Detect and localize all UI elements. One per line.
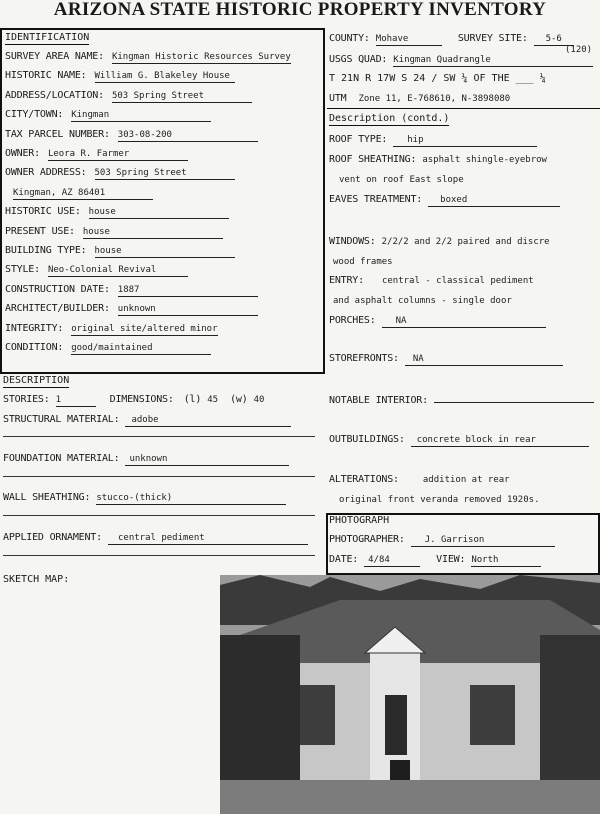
- identification-field-row: [5, 90, 252, 103]
- photo-date-label: DATE:: [329, 554, 359, 565]
- identification-field-value: 503 Spring Street: [95, 167, 235, 180]
- identification-field-value: unknown: [118, 303, 258, 316]
- windows-label: WINDOWS:: [329, 236, 376, 247]
- outbuildings-row: [329, 434, 589, 447]
- identification-field-row: [5, 284, 258, 297]
- utm-label: UTM: [329, 93, 347, 104]
- roof-sheathing-label: ROOF SHEATHING:: [329, 154, 417, 165]
- identification-field-row: [5, 323, 218, 336]
- identification-field-label: CONDITION:: [5, 342, 64, 353]
- identification-field-row: [5, 51, 291, 64]
- windows-value-2: wood frames: [333, 257, 393, 267]
- porches-row: [329, 315, 546, 328]
- county-value: Mohave: [376, 33, 442, 46]
- eaves-row: [329, 194, 560, 207]
- dimensions-label: DIMENSIONS:: [109, 394, 174, 405]
- utm-value: Zone 11, E-768610, N-3898080: [358, 94, 511, 104]
- stories-row: [3, 394, 264, 407]
- identification-field-label: SURVEY AREA NAME:: [5, 51, 104, 62]
- roof-type-row: [329, 134, 537, 147]
- house-photo-illustration: [220, 575, 600, 814]
- description-contd-heading: Description (contd.): [329, 113, 450, 124]
- identification-field-label: INTEGRITY:: [5, 322, 64, 334]
- sketch-map-label: SKETCH MAP:: [3, 574, 70, 585]
- usgs-quad-row: [329, 54, 593, 67]
- foundation-extra-line: [3, 476, 315, 477]
- identification-field-value: 303-08-200: [118, 129, 258, 142]
- identification-field-value: 1887: [118, 284, 258, 297]
- identification-field-value: original site/altered minor: [71, 323, 218, 334]
- storefronts-value: NA: [405, 353, 563, 366]
- photographer-value: J. Garrison: [411, 534, 555, 547]
- survey-site-sub: (120): [565, 45, 593, 55]
- identification-field-row: [5, 206, 229, 219]
- identification-field-label: CONSTRUCTION DATE:: [5, 283, 110, 295]
- form-title: ARIZONA STATE HISTORIC PROPERTY INVENTORY: [53, 0, 547, 20]
- survey-site-label: SURVEY SITE:: [457, 33, 528, 44]
- porches-label: PORCHES:: [329, 315, 376, 326]
- dimension-width-value: 40: [253, 395, 265, 405]
- identification-field-value: 503 Spring Street: [112, 90, 252, 103]
- identification-field-row: [5, 226, 223, 239]
- windows-row: [329, 236, 550, 248]
- identification-field-label: HISTORIC NAME:: [5, 70, 87, 82]
- identification-field-label: ARCHITECT/BUILDER:: [5, 303, 110, 315]
- foundation-row: [3, 453, 289, 466]
- foundation-value: unknown: [125, 453, 289, 466]
- entry-value: central - classical pediment: [381, 276, 534, 286]
- notable-interior-value: [434, 402, 594, 403]
- wall-extra-line: [3, 515, 315, 516]
- view-value: North: [471, 554, 541, 567]
- identification-field-value: Kingman, AZ 86401: [13, 187, 153, 200]
- identification-field-value: William G. Blakeley House: [95, 70, 235, 83]
- structural-label: STRUCTURAL MATERIAL:: [3, 414, 120, 425]
- identification-field-row: [5, 167, 235, 180]
- identification-heading: IDENTIFICATION: [5, 32, 90, 43]
- identification-field-value: Leora R. Farmer: [48, 148, 188, 161]
- entry-label: ENTRY:: [329, 275, 364, 286]
- notable-interior-label: NOTABLE INTERIOR:: [329, 395, 428, 406]
- identification-field-row: [5, 148, 188, 161]
- identification-field-label: OWNER ADDRESS:: [5, 167, 87, 179]
- identification-field-value: Neo-Colonial Revival: [48, 264, 188, 277]
- county-row: [329, 33, 599, 46]
- ornament-value: central pediment: [108, 532, 308, 545]
- structural-extra-line: [3, 436, 315, 437]
- photo-date-row: [329, 554, 541, 567]
- entry-row: [329, 275, 534, 287]
- house-photograph: [220, 575, 600, 814]
- identification-field-label: OWNER:: [5, 148, 40, 159]
- description-heading: DESCRIPTION: [3, 375, 70, 386]
- trs-row: T 21N R 17W S 24 / SW ¼ OF THE ___ ¼: [329, 73, 546, 84]
- dimension-length-value: 45: [207, 395, 219, 405]
- identification-field-label: STYLE:: [5, 264, 40, 276]
- identification-field-row: [5, 70, 235, 83]
- alterations-row: [329, 474, 510, 486]
- eaves-value: boxed: [428, 194, 560, 207]
- outbuildings-value: concrete block in rear: [411, 434, 589, 447]
- location-divider: [327, 108, 600, 109]
- identification-field-label: CITY/TOWN:: [5, 109, 64, 121]
- utm-row: [329, 93, 510, 105]
- foundation-label: FOUNDATION MATERIAL:: [3, 453, 120, 464]
- roof-type-value: hip: [393, 134, 537, 147]
- identification-field-value: house: [83, 226, 223, 239]
- identification-field-value: good/maintained: [71, 342, 211, 355]
- identification-field-value: house: [95, 245, 235, 258]
- stories-label: STORIES:: [3, 394, 50, 405]
- alterations-value: addition at rear: [422, 475, 510, 485]
- alterations-label: ALTERATIONS:: [329, 474, 399, 485]
- porches-value: NA: [382, 315, 546, 328]
- identification-field-row: [5, 342, 211, 355]
- storefronts-row: [329, 353, 563, 366]
- roof-sheathing-value-2: vent on roof East slope: [339, 175, 464, 185]
- identification-field-label: HISTORIC USE:: [5, 206, 81, 218]
- structural-row: [3, 414, 291, 427]
- usgs-quad-value: Kingman Quadrangle: [393, 54, 593, 67]
- entry-value-2: and asphalt columns - single door: [333, 296, 512, 306]
- dimension-length-label: (l): [183, 394, 202, 405]
- identification-field-row: [5, 187, 153, 200]
- identification-field-label: BUILDING TYPE:: [5, 245, 87, 256]
- identification-field-label: PRESENT USE:: [5, 225, 75, 237]
- wall-sheathing-row: [3, 492, 286, 505]
- windows-value: 2/2/2 and 2/2 paired and discre: [381, 237, 550, 247]
- ornament-row: [3, 532, 308, 545]
- identification-field-row: [5, 129, 258, 142]
- ornament-extra-line: [3, 555, 315, 556]
- alterations-value-2: original front veranda removed 1920s.: [339, 495, 540, 505]
- wall-sheathing-value: stucco-(thick): [96, 492, 286, 505]
- photographer-row: [329, 534, 555, 547]
- wall-sheathing-label: WALL SHEATHING:: [3, 492, 91, 503]
- identification-field-label: TAX PARCEL NUMBER:: [5, 128, 110, 140]
- roof-sheathing-value: asphalt shingle-eyebrow: [422, 155, 547, 165]
- view-label: VIEW:: [436, 554, 466, 565]
- usgs-quad-label: USGS QUAD:: [329, 54, 388, 65]
- eaves-label: EAVES TREATMENT:: [329, 194, 423, 205]
- county-label: COUNTY:: [329, 33, 370, 44]
- roof-type-label: ROOF TYPE:: [329, 134, 388, 145]
- photo-date-value: 4/84: [364, 554, 420, 567]
- identification-field-value: house: [89, 206, 229, 219]
- identification-field-value: Kingman Historic Resources Survey: [111, 52, 291, 62]
- identification-field-row: [5, 245, 235, 258]
- identification-field-value: Kingman: [71, 109, 211, 122]
- identification-field-row: [5, 303, 258, 316]
- identification-field-row: [5, 109, 211, 122]
- structural-value: adobe: [125, 414, 291, 427]
- notable-interior-row: [329, 395, 594, 407]
- identification-field-row: [5, 264, 188, 277]
- identification-field-label: ADDRESS/LOCATION:: [5, 89, 104, 101]
- storefronts-label: STOREFRONTS:: [329, 353, 399, 364]
- survey-site-value: 5-6: [534, 33, 574, 46]
- photographer-label: PHOTOGRAPHER:: [329, 534, 405, 545]
- stories-value: 1: [56, 394, 96, 407]
- photograph-heading: PHOTOGRAPH: [329, 515, 390, 526]
- ornament-label: APPLIED ORNAMENT:: [3, 532, 102, 543]
- roof-sheathing-row: [329, 154, 547, 166]
- outbuildings-label: OUTBUILDINGS:: [329, 434, 405, 445]
- dimension-width-label: (w): [230, 394, 248, 405]
